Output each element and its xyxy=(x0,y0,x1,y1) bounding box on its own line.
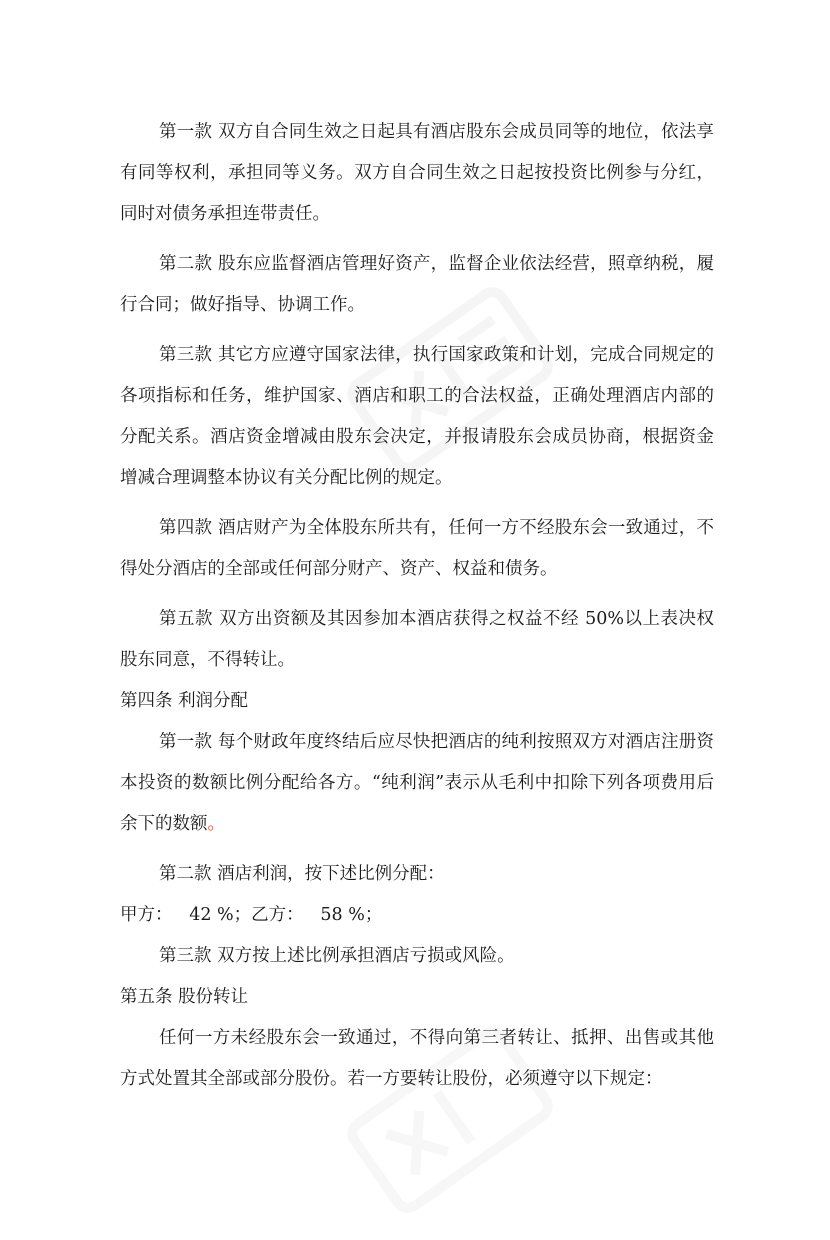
profit-ratio-line xyxy=(120,895,714,936)
clause-text: 酒店利润，按下述比例分配： xyxy=(217,864,445,884)
clause-text: 股东应监督酒店管理好资产，监督企业依法经营，照章纳税，履行合同；做好指导、协调工作。 xyxy=(120,254,714,315)
clause-text: 酒店财产为全体股东所共有，任何一方不经股东会一致通过，不得处分酒店的全部或任何部分财产、资产、权益和债务。 xyxy=(120,518,714,579)
clause-art3-5 xyxy=(120,599,714,681)
clause-label: 第二款 xyxy=(159,864,212,884)
clause-label: 第五款 xyxy=(159,609,213,629)
article-heading-profit: 第四条 利润分配 xyxy=(120,691,249,711)
clause-label: 第一款 xyxy=(159,122,213,142)
party-b-label: 乙方： xyxy=(251,905,304,925)
clause-art3-1 xyxy=(120,112,714,235)
clause-text: 双方按上述比例承担酒店亏损或风险。 xyxy=(217,946,515,966)
clause-text: 其它方应遵守国家法律，执行国家政策和计划，完成合同规定的各项指标和任务，维护国家、酒店和职工的合法权益，正确处理酒店内部的分配关系。酒店资金增减由股东会决定，并报请股东会成员协商，根据资金增减合理调整本协议有关分配比例的规定。 xyxy=(120,345,714,488)
clause-label: 第四款 xyxy=(159,518,213,538)
document-body xyxy=(120,112,714,1100)
clause-label: 第三款 xyxy=(159,946,212,966)
revision-mark: 。 xyxy=(207,814,225,834)
clause-label: 第一款 xyxy=(159,732,213,752)
clause-label: 第二款 xyxy=(159,254,213,274)
party-a-value: 42 %； xyxy=(189,905,252,925)
party-b-value: 58 %； xyxy=(320,905,383,925)
party-a-label: 甲方： xyxy=(120,905,173,925)
clause-text: 双方出资额及其因参加本酒店获得之权益不经 50%以上表决权股东同意，不得转让。 xyxy=(120,609,714,670)
article-heading-transfer: 第五条 股份转让 xyxy=(120,987,249,1007)
article5-body: 任何一方未经股东会一致通过，不得向第三者转让、抵押、出售或其他方式处置其全部或部分股份。若一方要转让股份，必须遵守以下规定： xyxy=(120,1028,714,1089)
clause-text: 每个财政年度终结后应尽快把酒店的纯利按照双方对酒店注册资本投资的数额比例分配给各方。“纯利润”表示从毛利中扣除下列各项费用后余下的数额 xyxy=(120,732,714,834)
clause-art4-2 xyxy=(120,854,714,895)
clause-art4-1 xyxy=(120,722,714,845)
clause-label: 第三款 xyxy=(159,345,213,365)
clause-art3-2 xyxy=(120,244,714,326)
clause-art4-3 xyxy=(120,936,714,977)
clause-art3-3 xyxy=(120,335,714,499)
clause-art3-4 xyxy=(120,508,714,590)
clause-text: 双方自合同生效之日起具有酒店股东会成员同等的地位，依法享有同等权利，承担同等义务。双方自合同生效之日起按投资比例参与分红，同时对债务承担连带责任。 xyxy=(120,122,714,224)
